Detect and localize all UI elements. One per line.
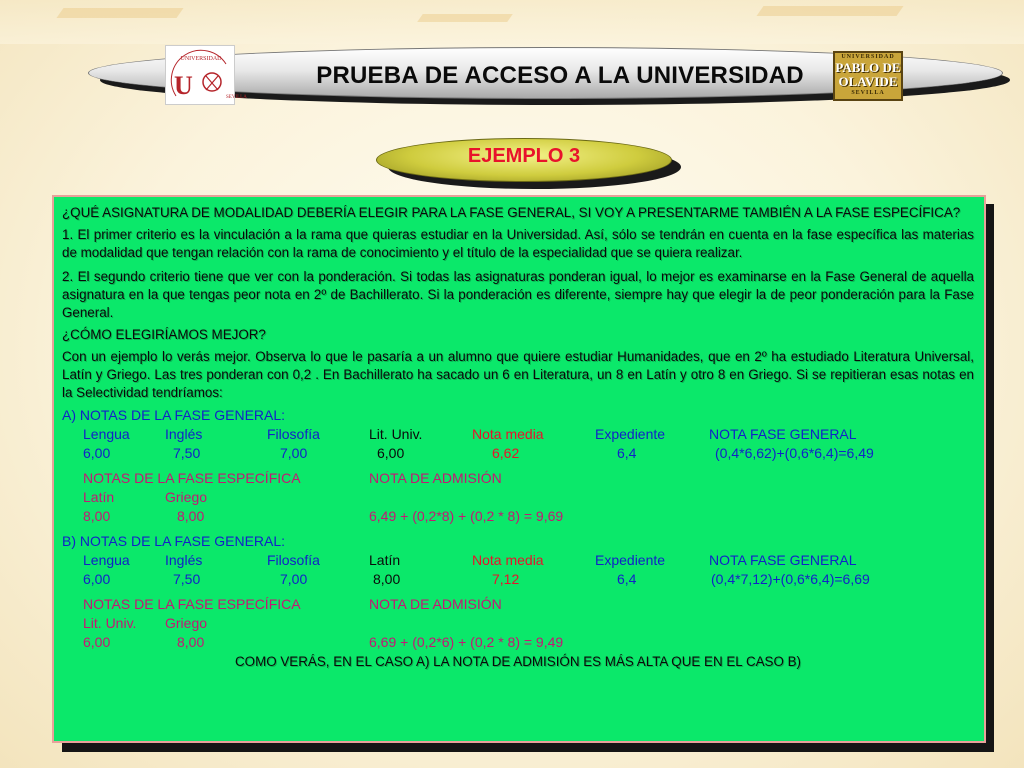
value-cell: 6,4	[617, 445, 637, 461]
case-a-specific-values	[62, 507, 974, 526]
conclusion-text: COMO VERÁS, EN EL CASO A) LA NOTA DE ADMISIÓN ES MÁS ALTA QUE EN EL CASO B)	[234, 654, 802, 669]
case-a-values	[62, 444, 974, 463]
header-cell: NOTA FASE GENERAL	[709, 552, 857, 568]
header-cell: Lengua	[83, 552, 130, 568]
value-cell: (0,4*6,62)+(0,6*6,4)=6,49	[715, 445, 874, 461]
case-a-title: A) NOTAS DE LA FASE GENERAL:	[62, 407, 286, 423]
value-cell: 7,50	[173, 445, 201, 461]
header-cell: Inglés	[165, 426, 203, 442]
subject-cell: Griego	[165, 615, 208, 631]
value-cell: 8,00	[177, 634, 205, 650]
value-cell: 6,00	[377, 445, 405, 461]
value-cell: 7,50	[173, 571, 201, 587]
header-cell: Filosofía	[267, 426, 320, 442]
case-a-specific-subjects	[62, 488, 974, 507]
value-cell: 6,62	[492, 445, 520, 461]
header-cell: Lengua	[83, 426, 130, 442]
logo-text: UNIVERSIDAD	[841, 54, 895, 60]
case-b-headers	[62, 551, 974, 570]
case-b-values	[62, 570, 974, 589]
decorative-stroke	[756, 6, 903, 16]
example-intro: Con un ejemplo lo verás mejor. Observa lo que le pasaría a un alumno que quiere estudiar Humanidades, que en 2º ha estudiado Literatura Universal, Latín y Griego. Las tres ponderan con 0,2 . En Bachillerato ha sacado un 6 en Literatura, un 8 en Latín y otro 8 en Griego. Si se repitieran esas notas en la Selectividad tendríamos:	[62, 349, 974, 400]
page-title: PRUEBA DE ACCESO A LA UNIVERSIDAD	[316, 62, 804, 89]
content-box	[52, 195, 986, 743]
header-cell: Lit. Univ.	[369, 426, 423, 442]
header-cell: Inglés	[165, 552, 203, 568]
header-cell: Latín	[369, 552, 401, 568]
value-cell: 6,00	[83, 634, 111, 650]
case-a-specific-header	[62, 469, 974, 488]
header-cell: Expediente	[595, 552, 666, 568]
case-b-specific-header	[62, 595, 974, 614]
header-cell: Nota media	[472, 426, 544, 442]
case-b-specific-values	[62, 633, 974, 652]
value-cell: 6,4	[617, 571, 637, 587]
case-b-specific-subjects	[62, 614, 974, 633]
admission-formula: 6,49 + (0,2*8) + (0,2 * 8) = 9,69	[369, 508, 564, 524]
decorative-stroke	[56, 8, 183, 18]
value-cell: 8,00	[177, 508, 205, 524]
value-cell: 7,12	[492, 571, 520, 587]
criterion-1: 1. El primer criterio es la vinculación a la rama que quieras estudiar en la Universidad. Así, sólo se tendrán en cuenta en la fase específica las materias de modalidad que tengan relación con la rama de conocimiento y el título de la especialidad que se quiera realizar.	[62, 227, 974, 260]
subject-cell: Latín	[83, 489, 115, 505]
example-badge-label: EJEMPLO 3	[467, 145, 581, 167]
value-cell: 6,00	[83, 445, 111, 461]
header-cell: Nota media	[472, 552, 544, 568]
specific-title: NOTAS DE LA FASE ESPECÍFICA	[83, 470, 301, 486]
admission-title: NOTA DE ADMISIÓN	[369, 596, 502, 612]
case-a-headers	[62, 425, 974, 444]
admission-title: NOTA DE ADMISIÓN	[369, 470, 502, 486]
svg-text:SEVILLA: SEVILLA	[226, 95, 247, 100]
specific-title: NOTAS DE LA FASE ESPECÍFICA	[83, 596, 301, 612]
header-cell: NOTA FASE GENERAL	[709, 426, 857, 442]
question-1: ¿QUÉ ASIGNATURA DE MODALIDAD DEBERÍA ELEGIR PARA LA FASE GENERAL, SI VOY A PRESENTARME TAMBIÉN A LA FASE ESPECÍFICA?	[62, 205, 961, 220]
value-cell: 7,00	[280, 445, 308, 461]
value-cell: 8,00	[83, 508, 111, 524]
value-cell: 8,00	[373, 571, 401, 587]
value-cell: 7,00	[280, 571, 308, 587]
value-cell: 6,00	[83, 571, 111, 587]
header-cell: Expediente	[595, 426, 666, 442]
universidad-pablo-de-olavide-logo	[833, 51, 903, 101]
question-2: ¿CÓMO ELEGIRÍAMOS MEJOR?	[62, 327, 266, 342]
header-cell: Filosofía	[267, 552, 320, 568]
case-b-title: B) NOTAS DE LA FASE GENERAL:	[62, 533, 286, 549]
admission-formula: 6,69 + (0,2*6) + (0,2 * 8) = 9,49	[369, 634, 564, 650]
svg-text:UNIVERSIDAD: UNIVERSIDAD	[180, 56, 222, 62]
decorative-stroke	[417, 14, 513, 22]
universidad-sevilla-logo	[165, 45, 247, 105]
logo-text: SEVILLA	[851, 90, 885, 96]
svg-text:U: U	[174, 71, 193, 100]
subject-cell: Griego	[165, 489, 208, 505]
logo-text: PABLO DE OLAVIDE	[835, 60, 901, 89]
subject-cell: Lit. Univ.	[83, 615, 137, 631]
criterion-2: 2. El segundo criterio tiene que ver con la ponderación. Si todas las asignaturas ponderan igual, lo mejor es examinarse en la Fase General de aquella asignatura en la que tengas peor nota en 2º de Bachillerato. Si la ponderación es diferente, siempre hay que elegir la de peor ponderación para la Fase General.	[62, 269, 974, 320]
value-cell: (0,4*7,12)+(0,6*6,4)=6,69	[711, 571, 870, 587]
